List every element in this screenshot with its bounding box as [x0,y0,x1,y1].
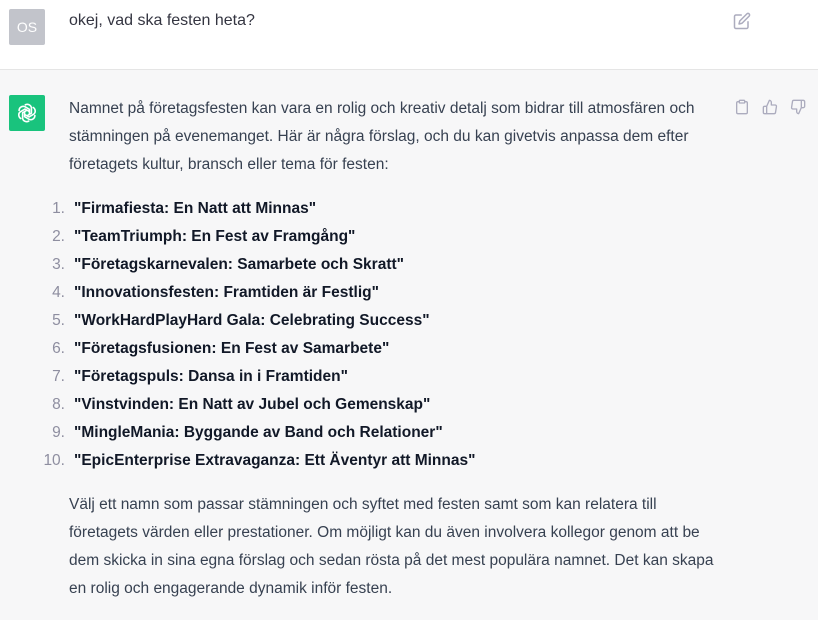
assistant-intro-text: Namnet på företagsfesten kan vara en rolig och kreativ detalj som bidrar till atmosfären och stämningen på evenemanget. Här är några förslag, och du kan givetvis anpassa dem efter företagets kultur, bransch eller tema för festen: [69,100,695,173]
list-item-title: "MingleMania: Byggande av Band och Relationer" [74,424,443,441]
openai-logo-icon [9,95,45,131]
list-item-number: 10. [43,452,65,469]
list-item-number: 3. [52,256,65,273]
list-item-title: "Företagsfusionen: En Fest av Samarbete" [74,340,390,357]
list-item-number: 4. [52,284,65,301]
list-item [52,335,729,363]
list-item-title: "Företagspuls: Dansa in i Framtiden" [74,368,348,385]
user-message-row [0,0,818,70]
list-item [52,251,729,279]
user-avatar-initials: OS [16,19,38,35]
list-item [52,419,729,447]
list-item [43,447,729,475]
assistant-message-content [43,95,729,603]
list-item-title: "EpicEnterprise Extravaganza: Ett Äventyr att Minnas" [74,452,476,469]
message-actions [732,97,807,116]
clipboard-icon[interactable] [732,97,751,116]
list-item [52,391,729,419]
edit-icon[interactable] [733,12,751,30]
thumbs-up-icon[interactable] [760,97,779,116]
suggestion-list [43,195,729,475]
list-item-title: "TeamTriumph: En Fest av Framgång" [74,228,356,245]
list-item-title: "Företagskarnevalen: Samarbete och Skratt" [74,256,404,273]
list-item-number: 2. [52,228,65,245]
assistant-outro-text: Välj ett namn som passar stämningen och syftet med festen samt som kan relatera till företagets värden eller prestationer. Om möjligt kan du även involvera kollegor genom att be dem skicka in sina egna förslag och sedan rösta på det mest populära namnet. Det kan skapa en rolig och engagerande dynamik inför festen. [69,496,714,597]
list-item-title: "Innovationsfesten: Framtiden är Festlig" [74,284,379,301]
list-item [52,279,729,307]
user-message-text: okej, vad ska festen heta? [69,12,255,29]
list-item-title: "Vinstvinden: En Natt av Jubel och Gemenskap" [74,396,431,413]
list-item-number: 7. [52,368,65,385]
list-item-number: 8. [52,396,65,413]
list-item-title: "Firmafiesta: En Natt att Minnas" [74,200,317,217]
list-item-number: 1. [52,200,65,217]
list-item [52,307,729,335]
list-item [52,195,729,223]
user-avatar [9,9,45,45]
list-item-title: "WorkHardPlayHard Gala: Celebrating Success" [74,312,430,329]
list-item [52,223,729,251]
list-item-number: 9. [52,424,65,441]
thumbs-down-icon[interactable] [788,97,807,116]
list-item [52,363,729,391]
list-item-number: 6. [52,340,65,357]
assistant-message-row [0,70,818,620]
list-item-number: 5. [52,312,65,329]
